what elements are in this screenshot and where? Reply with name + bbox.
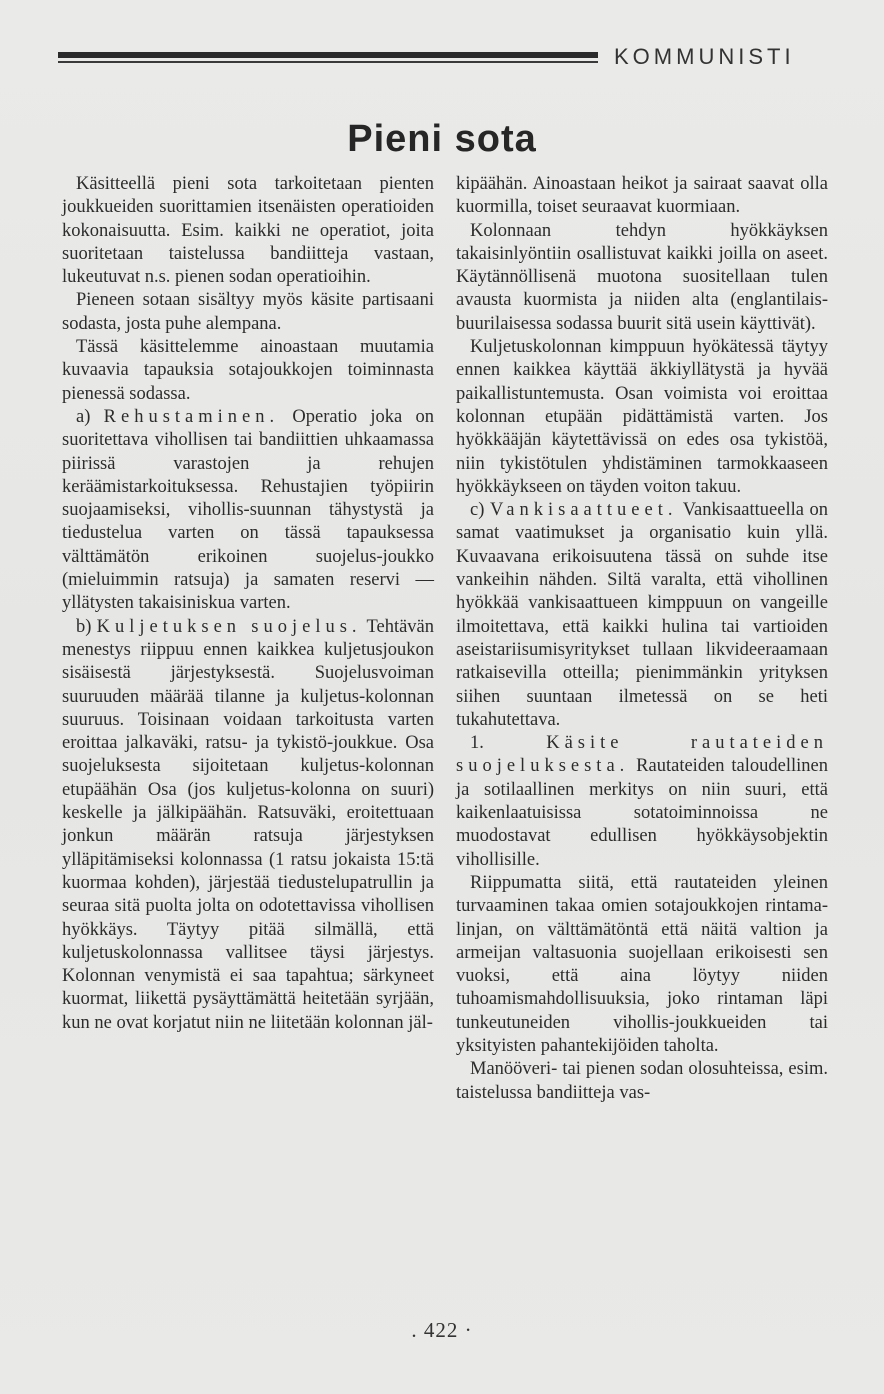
paragraph: [456, 499, 828, 732]
paragraph: Riippumatta siitä, että rautateiden yleinen turvaaminen takaa omien sotajoukkojen rintama-linjan, on välttämätöntä että näitä valtion ja armeijan valtasuonia suojellaan erikoisesti sen vuoksi, että aina löytyy niiden tuhoamismahdollisuuksia, joko rintaman läpi tunkeutuneiden vihollis-joukkueiden tai yksityisten pahantekijöiden taholta.: [456, 872, 828, 1056]
section-label: 1.: [470, 733, 484, 754]
paragraph: Tässä käsittelemme ainoastaan muutamia kuvaavia tapauksia sotajoukkojen toiminnasta pienessä sodassa.: [62, 337, 434, 404]
paragraph: Käsitteellä pieni sota tarkoitetaan pienten joukkueiden suorittamien itsenäisten operatioiden kokonaisuutta. Esim. kaikki ne operatiot, joita suoritetaan taistelussa bandiitteja vastaan, lukeutuvat n.s. pienen sodan operatioihin.: [62, 174, 434, 288]
section-heading: Kuljetuksen suojelus.: [96, 616, 362, 637]
section-label: a): [76, 406, 91, 427]
paragraph: [62, 616, 434, 1035]
page-header: [58, 44, 838, 74]
header-rule: [58, 52, 598, 66]
page-number: . 422 ·: [411, 1318, 473, 1342]
section-heading: Rehustaminen.: [103, 406, 280, 427]
paragraph: Pieneen sotaan sisältyy myös käsite partisaani sodasta, josta puhe alempana.: [62, 290, 434, 334]
section-body: Tehtävän menestys riippuu ennen kaikkea kuljetusjoukon sisäisestä järjestyksestä. Suojelusvoiman suuruuden määrää tilanne ja kuljetus-kolonnan suuruus. Toisinaan voidaan tarkoitusta varten eroittaa jalkaväki, ratsu- ja tykistö-joukkue. Osa suojeluksesta sijoitetaan kuljetus-kolonnan etupäähän Osa (jos kuljetus-kolonna on suuri) keskelle ja jälkipäähän. Ratsuväki, eroitettuaan jonkun määrän ratsuja järjestyksen ylläpitämiseksi kolonnassa (1 ratsu jokaista 15:tä kuormaa kohden), järjestää tiedustelupatrullin ja seuraa sitä puolta jolta on odotettavissa vihollisen hyökkäys. Täytyy pitää silmällä, että kuljetuskolonnassa vallitsee täysi järjestys. Kolonnan venymistä ei saa tapahtua; särkyneet kuormat, liikettä pysäyttämättä heitetään syrjään, kun ne ovat korjatut niin ne liitetään kolonnan jäl-: [62, 616, 435, 1033]
paragraph: Manööveri- tai pienen sodan olosuhteissa, esim. taistelussa bandiitteja vas-: [456, 1059, 828, 1103]
section-body: Operatio joka on suoritettava vihollisen tai bandiittien uhkaamassa piirissä varastojen ja rehujen keräämistarkoituksessa. Rehustajien työpiirin suojaamiseksi, vihollis-suunnan tähystystä ja tiedustelua varten on tässä tapauksessa välttämätön erikoinen suojelus-joukko (mieluimmin ratsuja) ja samaten reservi — yllätysten takaisiniskua varten.: [62, 406, 435, 614]
header-rule-thin: [58, 61, 598, 63]
paragraph: Kolonnaan tehdyn hyökkäyksen takaisinlyöntiin osallistuvat kaikki joilla on aseet. Käytännöllisenä muotona suositellaan tulen avausta kuormista ja niiden alta (englantilais-buurilaisessa sodassa buurit sitä usein käyttivät).: [456, 220, 828, 334]
section-body: Vankisaattueella on samat vaatimukset ja organisatio kuin yllä. Kuvaavana erikoisuutena tässä on suhde itse vankeihin nähden. Siltä varalta, että vihollinen hyökkää vankisaattueen kimppuun on vangeille ilmoitettava, että kaikki hulina tai vartioiden aseistariisumisyritykset tullaan likvideeraamaan ratkaisevilla otteilla; pienimmänkin yrityksen siihen suuntaan ilmetessä on se heti tukahutettava.: [456, 500, 829, 730]
section-body: Rautateiden taloudellinen ja sotilaallinen merkitys on niin suuri, että kaikenlaatuisissa sotatoiminnoissa ne muodostavat edullisen hyökkäysobjektin vihollisille.: [456, 756, 828, 870]
paragraph: [456, 732, 828, 872]
paragraph: kipäähän. Ainoastaan heikot ja sairaat saavat olla kuormilla, toiset seuraavat kuormiaan.: [456, 174, 828, 218]
header-rule-thick: [58, 52, 598, 58]
article-title: Pieni sota: [347, 118, 537, 160]
section-label: b): [76, 616, 92, 637]
journal-name: KOMMUNISTI: [614, 44, 795, 69]
section-label: c): [470, 500, 485, 521]
paragraph: [62, 406, 434, 616]
paragraph: Kuljetuskolonnan kimppuun hyökätessä täytyy ennen kaikkea käyttää äkkiyllätystä ja hyvää paikallistuntemusta. Osan voimista voi eroittaa kolonnan etupään pidättämistä varten. Jos hyökkääjän käytettävissä on edes osa tykistöä, niin tykistötulen yhdistäminen tarmokkaaseen hyökkäykseen on täyden voiton takuu.: [456, 337, 828, 497]
section-heading: Vankisaattueet.: [489, 500, 678, 521]
left-column: [62, 173, 434, 1035]
right-column: [456, 173, 828, 1105]
section-heading: Käsite rautateiden suojeluksesta.: [456, 733, 828, 777]
